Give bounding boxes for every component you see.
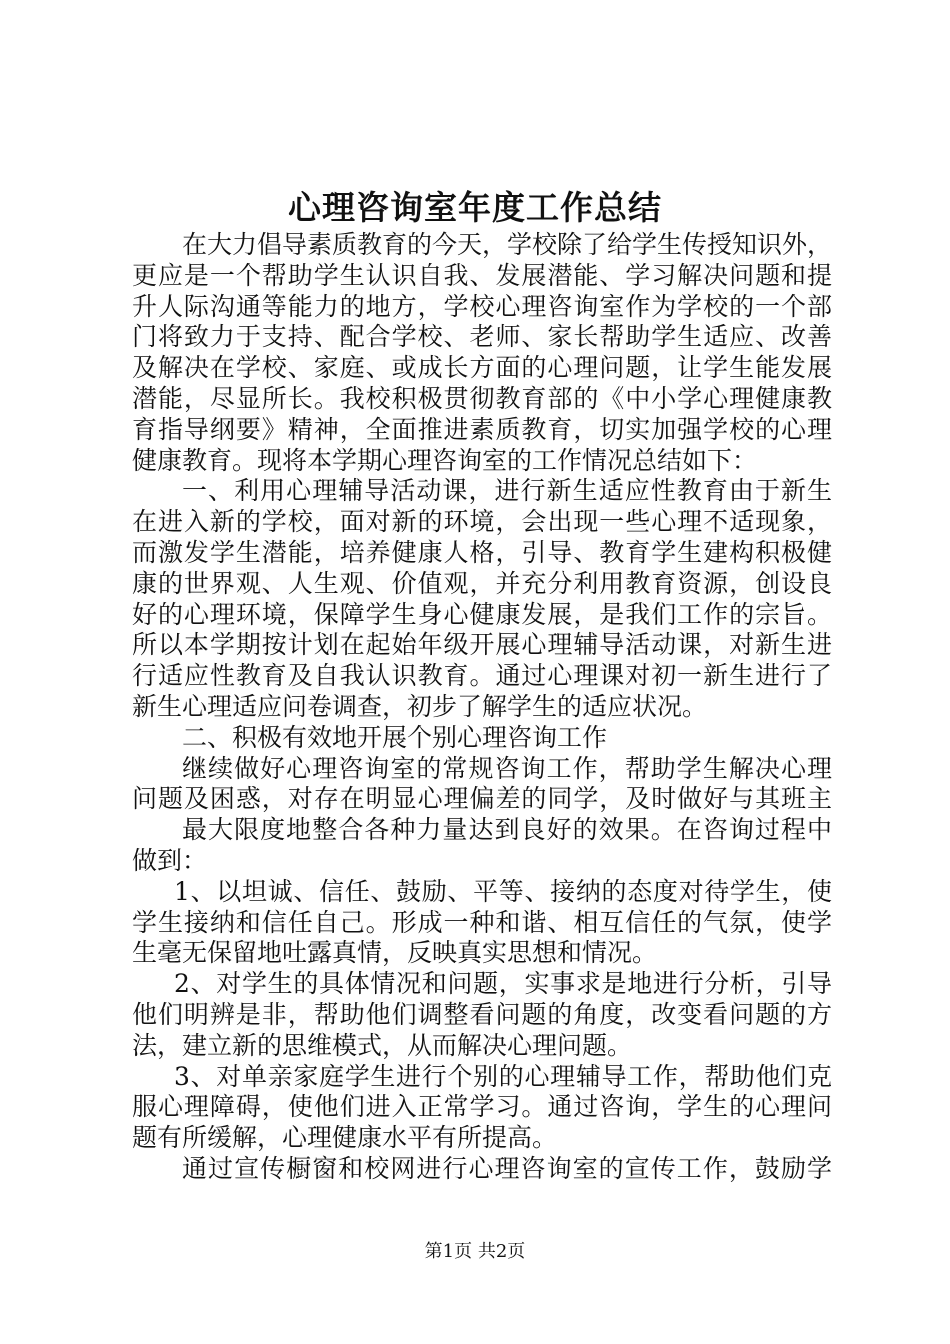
section-heading-line: 二、积极有效地开展个别心理咨询工作	[182, 722, 608, 752]
text-line: 新生心理适应问卷调查，初步了解学生的适应状况。	[132, 691, 708, 721]
section-heading-line: 一、利用心理辅导活动课，进行新生适应性教育由于新生	[182, 476, 832, 506]
document-title: 心理咨询室年度工作总结	[288, 188, 662, 227]
text-line: 更应是一个帮助学生认识自我、发展潜能、学习解决问题和提	[132, 260, 832, 290]
text-line: 他们明辨是非，帮助他们调整看问题的角度，改变看问题的方	[132, 999, 832, 1029]
list-item-line: 3、对单亲家庭学生进行个别的心理辅导工作，帮助他们克	[174, 1061, 832, 1091]
text-line: 学生接纳和信任自己。形成一种和谐、相互信任的气氛，使学	[132, 907, 832, 937]
text-line: 题有所缓解，心理健康水平有所提高。	[132, 1123, 558, 1153]
text-line: 升人际沟通等能力的地方，学校心理咨询室作为学校的一个部	[132, 291, 832, 321]
text-line: 最大限度地整合各种力量达到良好的效果。在咨询过程中	[182, 815, 832, 845]
text-line: 所以本学期按计划在起始年级开展心理辅导活动课，对新生进	[132, 630, 832, 660]
text-line: 育指导纲要》精神，全面推进素质教育，切实加强学校的心理	[132, 414, 832, 444]
text-line: 问题及困惑，对存在明显心理偏差的同学，及时做好与其班主	[132, 784, 832, 814]
document-body	[132, 230, 832, 1185]
text-line: 法，建立新的思维模式，从而解决心理问题。	[132, 1030, 633, 1060]
text-line: 及解决在学校、家庭、或成长方面的心理问题，让学生能发展	[132, 353, 832, 383]
text-line: 做到：	[132, 845, 208, 875]
text-line: 康的世界观、人生观、价值观，并充分利用教育资源，创设良	[132, 568, 832, 598]
text-line: 服心理障碍，使他们进入正常学习。通过咨询，学生的心理问	[132, 1092, 832, 1122]
text-line: 而激发学生潜能，培养健康人格，引导、教育学生建构积极健	[132, 537, 832, 567]
text-line: 健康教育。现将本学期心理咨询室的工作情况总结如下：	[132, 445, 758, 475]
list-item-line: 2、对学生的具体情况和问题，实事求是地进行分析，引导	[174, 969, 832, 999]
text-line: 好的心理环境，保障学生身心健康发展，是我们工作的宗旨。	[132, 599, 832, 629]
page-number-footer: 第1页 共2页	[424, 1241, 526, 1262]
text-line: 潜能，尽显所长。我校积极贯彻教育部的《中小学心理健康教	[132, 383, 832, 413]
text-line: 行适应性教育及自我认识教育。通过心理课对初一新生进行了	[132, 661, 832, 691]
text-line: 在大力倡导素质教育的今天，学校除了给学生传授知识外，	[182, 230, 833, 259]
text-line: 通过宣传橱窗和校网进行心理咨询室的宣传工作，鼓励学	[182, 1153, 832, 1183]
list-item-line: 1、以坦诚、信任、鼓励、平等、接纳的态度对待学生，使	[174, 876, 832, 906]
text-line: 门将致力于支持、配合学校、老师、家长帮助学生适应、改善	[132, 322, 832, 352]
text-line: 继续做好心理咨询室的常规咨询工作，帮助学生解决心理	[182, 753, 832, 783]
text-line: 生毫无保留地吐露真情，反映真实思想和情况。	[132, 938, 658, 968]
text-line: 在进入新的学校，面对新的环境，会出现一些心理不适现象，	[132, 507, 832, 537]
